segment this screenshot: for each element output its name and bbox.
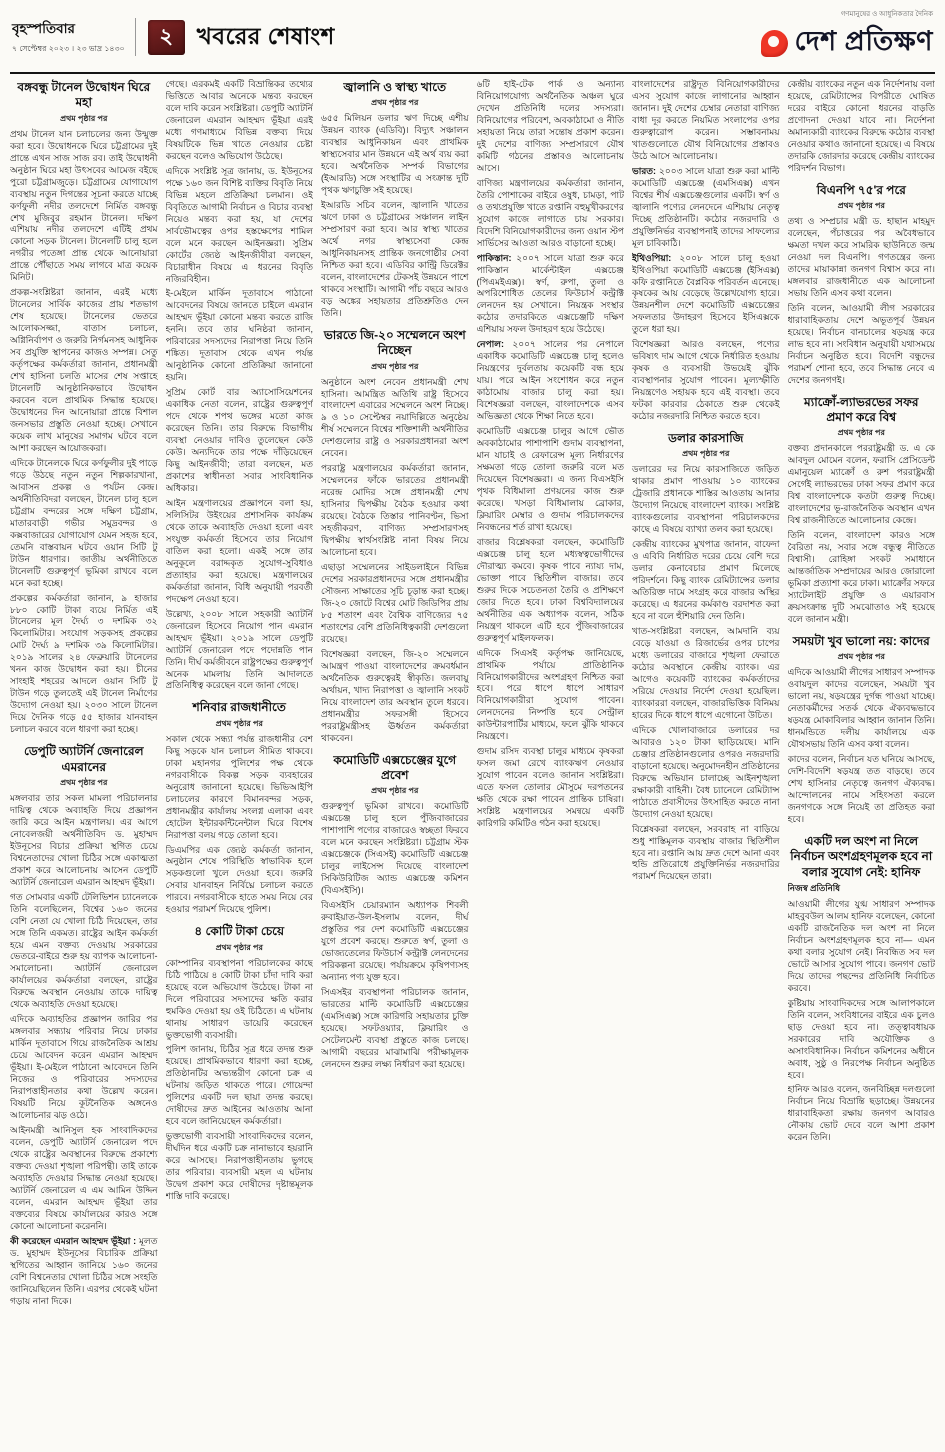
- section-title: খবরের শেষাংশ: [196, 22, 335, 49]
- paragraph-lead: নেপাল:: [476, 339, 513, 350]
- body-paragraph: এদিকে অব্যাহতির প্রজ্ঞাপন জারির পর মঙ্গলবার সন্ধ্যায় পরিবার নিয়ে ঢাকার মার্কিন দূতাবাসে গিয়ে রাজনৈতিক আশ্রয় চেয়ে আবেদন করেন এমরান আহম্মদ ভূঁইয়া। ই-মেইলে পাঠানো আবেদনে তিনি নিজের ও পরিবারের সদস্যদের নিরাপত্তাহীনতার কথা উল্লেখ করেন। বিষয়টি নিয়ে কূটনৈতিক অঙ্গনেও আলোচনার ঝড় ওঠে।: [10, 1014, 158, 1121]
- body-paragraph: উল্লেখ্য, ২০০৮ সালে সহকারী অ্যাটর্নি জেনারেল হিসেবে নিয়োগ পান এমরান আহম্মদ ভূঁইয়া। ২০১৯ সালে ডেপুটি অ্যাটর্নি জেনারেল পদে পদোন্নতি পান তিনি। দীর্ঘ কর্মজীবনে রাষ্ট্রপক্ষের গুরুত্বপূর্ণ অনেক মামলায় তিনি আদালতে প্রতিনিধিত্ব করেছেন বলে জানা গেছে।: [165, 608, 313, 691]
- article-headline: ডেপুটি অ্যাটর্নি জেনারেল এমরানের: [23, 744, 144, 774]
- continued-from-front-label: প্রথম পৃষ্ঠার পর: [682, 449, 730, 459]
- news-column-2: [166, 79, 314, 1444]
- body-paragraph: পাকিস্তান: ২০০৭ সালে যাত্রা শুরু করে পাকিস্তান মার্কেন্টাইল এক্সচেঞ্জ (পিএমইএক্স)। স্বর্ণ, রুপা, তুলা ও অপরিশোধিত তেলের ফিউচার্স কন্ট্রাক্ট লেনদেন হয় সেখানে। নিয়ন্ত্রক সংস্থার কঠোর তদারকিতে এক্সচেঞ্জটি দক্ষিণ এশিয়ায় সফল উদাহরণ হয়ে উঠেছে।: [476, 252, 624, 335]
- masthead: [761, 8, 933, 66]
- continued-from-front-label: প্রথম পৃষ্ঠার পর: [371, 786, 419, 796]
- body-paragraph: গুরুত্বপূর্ণ ভূমিকা রাখবে। কমোডিটি এক্সচেঞ্জ চালু হলে পুঁজিবাজারের পাশাপাশি পণ্যের বাজারেও স্বচ্ছতা ফিরবে বলে মনে করছেন সংশ্লিষ্টরা। চট্টগ্রাম স্টক এক্সচেঞ্জকে (সিএসই) কমোডিটি এক্সচেঞ্জ চালুর লাইসেন্স দিয়েছে বাংলাদেশ সিকিউরিটিজ অ্যান্ড এক্সচেঞ্জ কমিশন (বিএসইসি)।: [321, 801, 469, 896]
- body-paragraph: গুদাম রসিদ ব্যবস্থা চালুর মাধ্যমে কৃষকরা ফসল জমা রেখে ব্যাংকঋণ নেওয়ার সুযোগ পাবেন বলেও জানান সংশ্লিষ্টরা। এতে ফসল তোলার মৌসুমে দরপতনের ক্ষতি থেকে রক্ষা পাবেন প্রান্তিক চাষিরা। সংশ্লিষ্ট মন্ত্রণালয়ের সমন্বয়ে একটি কারিগরি কমিটিও গঠন করা হয়েছে।: [476, 746, 624, 829]
- body-paragraph: তিনি বলেন, বাংলাদেশ কারও সঙ্গে বৈরিতা নয়, সবার সঙ্গে বন্ধুত্ব নীতিতে বিশ্বাসী। রোহিঙ্গা সংকট সমাধানে আন্তর্জাতিক সম্প্রদায়ের আরও জোরালো ভূমিকা প্রত্যাশা করে ঢাকা। ম্যাক্রোঁর সফরে স্যাটেলাইট প্রযুক্তি ও এয়ারবাস ক্রয়সংক্রান্ত দুটি সমঝোতাও সই হয়েছে বলে জানান মন্ত্রী।: [787, 530, 935, 624]
- body-paragraph: কোম্পানির ব্যবস্থাপনা পরিচালকের কাছে চিঠি পাঠিয়ে ৪ কোটি টাকা চাঁদা দাবি করা হয়েছে বলে অভিযোগ উঠেছে। টাকা না দিলে পরিবারের সদস্যদের ক্ষতি করার হুমকিও দেওয়া হয় ওই চিঠিতে। এ ঘটনায় থানায় সাধারণ ডায়েরি করেছেন ভুক্তভোগী ব্যবসায়ী।: [165, 957, 313, 1040]
- body-paragraph: তথ্য ও সম্প্রচার মন্ত্রী ড. হাছান মাহমুদ বলেছেন, পঁচাত্তরের পর অবৈধভাবে ক্ষমতা দখল করে সামরিক ছাউনিতে জন্ম নেওয়া দল বিএনপি। গণতন্ত্রের জন্য তাদের মায়াকান্না জনগণ বিশ্বাস করে না। মঙ্গলবার রাজধানীতে এক আলোচনা সভায় তিনি এসব কথা বলেন।: [787, 216, 935, 298]
- continued-from-front-label: প্রথম পৃষ্ঠার পর: [837, 201, 885, 211]
- continued-from-front-label: প্রথম পৃষ্ঠার পর: [215, 718, 263, 728]
- paragraph-lead: ইথিওপিয়া:: [632, 252, 680, 263]
- body-paragraph: প্রথম টানেল যান চলাচলের জন্য উন্মুক্ত করা হবে। উদ্বোধনকে ঘিরে চট্টগ্রামের দুই প্রান্তে এখন সাজ সাজ রব। তাই উদ্বোধনী অনুষ্ঠান ঘিরে মহা উৎসবের আমেজ বইছে পুরো চট্টগ্রামজুড়ে। চট্টগ্রামের যোগাযোগ ব্যবস্থায় নতুন দিগন্তের সূচনা করতে যাচ্ছে কর্ণফুলী নদীর তলদেশে নির্মিত বঙ্গবন্ধু শেখ মুজিবুর রহমান টানেল। দক্ষিণ এশিয়ায় নদীর তলদেশে এটিই প্রথম কোনো সড়ক টানেল। টানেলটি চালু হলে নগরীর পতেঙ্গা প্রান্ত থেকে আনোয়ারা প্রান্তে পৌঁছাতে সময় লাগবে মাত্র কয়েক মিনিট।: [10, 128, 158, 283]
- article-headline: বিএনপি ৭৫'র পরে: [816, 182, 906, 197]
- body-paragraph: ডিএমপির এক জ্যেষ্ঠ কর্মকর্তা জানান, অনুষ্ঠান শেষে পরিস্থিতি স্বাভাবিক হলে সড়কগুলো খুলে দেওয়া হবে। জরুরি সেবার যানবাহন নির্বিঘ্নে চলাচল করতে পারবে। নগরবাসীকে হাতে সময় নিয়ে বের হওয়ার পরামর্শ দিয়েছে পুলিশ।: [165, 844, 313, 915]
- news-column-3: [321, 79, 469, 1444]
- body-paragraph: ৬৫৫ মিলিয়ন ডলার ঋণ দিচ্ছে এশীয় উন্নয়ন ব্যাংক (এডিবি)। বিদ্যুৎ সঞ্চালন ব্যবস্থার আধুনিকায়ন এবং প্রাথমিক স্বাস্থ্যসেবার মান উন্নয়নে এই অর্থ ব্যয় করা হবে। অর্থনৈতিক সম্পর্ক বিভাগের (ইআরডি) সঙ্গে সংস্থাটির এ সংক্রান্ত দুটি পৃথক ঋণচুক্তি সই হয়েছে।: [321, 113, 469, 196]
- weekday-label: বৃহস্পতিবার: [12, 21, 75, 36]
- body-paragraph: ডলারের দর নিয়ে কারসাজিতে জড়িত থাকার প্রমাণ পাওয়ায় ১০ ব্যাংকের ট্রেজারি প্রধানকে শাস্তির আওতায় আনার উদ্যোগ নিয়েছে বাংলাদেশ ব্যাংক। সংশ্লিষ্ট ব্যাংকগুলোর ব্যবস্থাপনা পরিচালকদের কাছে এ বিষয়ে ব্যাখ্যা তলব করা হয়েছে।: [632, 464, 780, 535]
- body-paragraph: বিএসইসি চেয়ারম্যান অধ্যাপক শিবলী রুবাইয়াত-উল-ইসলাম বলেন, দীর্ঘ প্রস্তুতির পর দেশ কমোডিটি এক্সচেঞ্জের যুগে প্রবেশ করছে। শুরুতে স্বর্ণ, তুলা ও ভোজ্যতেলের ফিউচার্স কন্ট্রাক্ট লেনদেনের পরিকল্পনা রয়েছে। পর্যায়ক্রমে কৃষিপণ্যসহ অন্যান্য পণ্য যুক্ত হবে।: [321, 900, 469, 982]
- body-paragraph: বিশ্লেষকরা বলছেন, সরবরাহ না বাড়িয়ে শুধু শাস্তিমূলক ব্যবস্থায় বাজার স্থিতিশীল হবে না। রপ্তানি আয় দ্রুত দেশে আনা এবং হুন্ডি প্রতিরোধে প্রযুক্তিনির্ভর নজরদারির পরামর্শ দিয়েছেন তারা।: [632, 823, 780, 882]
- body-paragraph: সিএসইর ব্যবস্থাপনা পরিচালক জানান, ভারতের মাল্টি কমোডিটি এক্সচেঞ্জের (এমসিএক্স) সঙ্গে কারিগরি সহায়তার চুক্তি হয়েছে। সফটওয়্যার, ক্লিয়ারিং ও সেটেলমেন্ট ব্যবস্থা প্রস্তুতে কাজ চলছে। আগামী বছরের মাঝামাঝি পরীক্ষামূলক লেনদেন শুরুর লক্ষ্য নির্ধারণ করা হয়েছে।: [321, 986, 469, 1069]
- body-paragraph: মঙ্গলবার তার সকল মামলা পরিচালনার দায়িত্ব থেকে অব্যাহতি দিয়ে প্রজ্ঞাপন জারি করে আইন মন্ত্রণালয়। এর আগে নোবেলজয়ী অর্থনীতিবিদ ড. মুহাম্মদ ইউনূসের বিচার প্রক্রিয়া স্থগিত চেয়ে বিশ্বনেতাদের খোলা চিঠির সঙ্গে একাত্মতা প্রকাশ করে আলোচনায় আসেন ডেপুটি অ্যাটর্নি জেনারেল এমরান আহম্মদ ভূঁইয়া।: [10, 792, 158, 887]
- body-paragraph: ভারত: ২০০৩ সালে যাত্রা শুরু করা মাল্টি কমোডিটি এক্সচেঞ্জ (এমসিএক্স) এখন বিশ্বের শীর্ষ এক্সচেঞ্জগুলোর একটি। স্বর্ণ ও জ্বালানি পণ্যের লেনদেনে এশিয়ায় নেতৃত্ব দিচ্ছে প্রতিষ্ঠানটি। কঠোর নজরদারি ও প্রযুক্তিনির্ভর ব্যবস্থাপনাই তাদের সাফল্যের মূল চাবিকাঠি।: [632, 165, 780, 248]
- body-paragraph: নেপাল: ২০০৭ সালের পর নেপালে একাধিক কমোডিটি এক্সচেঞ্জ চালু হলেও নিয়ন্ত্রণের দুর্বলতায় কয়েকটি বন্ধ হয়ে যায়। পরে আইন সংশোধন করে নতুন কাঠামোয় বাজার চালু করা হয়। বিশেষজ্ঞরা বলছেন, বাংলাদেশকে এসব অভিজ্ঞতা থেকে শিক্ষা নিতে হবে।: [476, 339, 624, 422]
- body-paragraph: কুষ্টিয়ায় সাংবাদিকদের সঙ্গে আলাপকালে তিনি বলেন, সংবিধানের বাইরে এক চুলও ছাড় দেওয়া হবে না। তত্ত্বাবধায়ক সরকারের দাবি অযৌক্তিক ও অসাংবিধানিক। নির্বাচন কমিশনের অধীনে অবাধ, সুষ্ঠু ও নিরপেক্ষ নির্বাচন অনুষ্ঠিত হবে।: [787, 997, 935, 1080]
- date-block: [12, 18, 136, 56]
- body-paragraph: বক্তব্য প্রদানকালে পররাষ্ট্রমন্ত্রী ড. এ কে আবদুল মোমেন বলেন, ফরাসি প্রেসিডেন্ট এমানুয়েল ম্যাক্রোঁ ও রুশ পররাষ্ট্রমন্ত্রী সের্গেই ল্যাভরভের ঢাকা সফর প্রমাণ করে বিশ্ব বাংলাদেশকে কতটা গুরুত্ব দিচ্ছে। বাংলাদেশের ভূ-রাজনৈতিক অবস্থান এখন বিশ্ব রাজনীতিতে আলোচনার কেন্দ্রে।: [787, 443, 935, 526]
- paragraph-lead: পাকিস্তান:: [476, 252, 517, 263]
- newspaper-emblem-icon: [761, 30, 788, 57]
- news-columns: [10, 74, 935, 1444]
- article-headline: ম্যাক্রোঁ-ল্যাভরভের সফর প্রমাণ করে বিশ্ব: [804, 394, 919, 425]
- news-column-5: [632, 79, 780, 1444]
- continued-from-front-label: প্রথম পৃষ্ঠার পর: [215, 942, 263, 952]
- body-paragraph: ভুক্তভোগী ব্যবসায়ী সাংবাদিকদের বলেন, দীর্ঘদিন ধরে একটি চক্র নানাভাবে হয়রানি করে আসছে। নিরাপত্তাহীনতায় ভুগছে তার পরিবার। ব্যবসায়ী মহল এ ঘটনায় উদ্বেগ প্রকাশ করে দোষীদের দৃষ্টান্তমূলক শাস্তি দাবি করেছে।: [165, 1131, 313, 1202]
- article-headline: শনিবার রাজধানীতে: [192, 700, 286, 715]
- body-paragraph: আওয়ামী লীগের যুগ্ম সাধারণ সম্পাদক মাহবুবউল আলম হানিফ বলেছেন, কোনো একটি রাজনৈতিক দল অংশ না নিলে নির্বাচন অংশগ্রহণমূলক হবে না— এমন কথা বলার সুযোগ নেই। নিবন্ধিত সব দল ভোটে আসার সুযোগ পাবে। জনগণ ভোট দিয়ে তাদের পছন্দের প্রতিনিধি নির্বাচিত করবে।: [787, 898, 935, 993]
- body-paragraph: খাত-সংশ্লিষ্টরা বলছেন, আমদানি ব্যয় বেড়ে যাওয়া ও রিজার্ভের ওপর চাপের মধ্যে ডলারের বাজারে শৃঙ্খলা ফেরাতে কঠোর অবস্থানে কেন্দ্রীয় ব্যাংক। এর আগেও কয়েকটি ব্যাংকের কর্মকর্তাদের সরিয়ে দেওয়ার নির্দেশ দেওয়া হয়েছিল। ব্যাংকাররা বলছেন, বাজারভিত্তিক বিনিময় হারের দিকে ধাপে ধাপে এগোনো উচিত।: [632, 626, 780, 720]
- continued-from-front-label: প্রথম পৃষ্ঠার পর: [371, 98, 419, 108]
- news-column-4: [477, 79, 625, 1444]
- body-paragraph: এছাড়া সম্মেলনের সাইডলাইনে বিভিন্ন দেশের সরকারপ্রধানদের সঙ্গে প্রধানমন্ত্রীর সৌজন্য সাক্ষাতের সূচি চূড়ান্ত করা হচ্ছে। জি-২০ জোটে বিশ্বের মোট জিডিপির প্রায় ৮৫ শতাংশ এবং বৈশ্বিক বাণিজ্যের ৭৫ শতাংশের বেশি প্রতিনিধিত্বকারী দেশগুলো রয়েছে।: [321, 562, 469, 644]
- news-column-6: [788, 79, 936, 1444]
- article-headline: ভারতে জি-২০ সম্মেলনে অংশ নিচ্ছেন: [323, 327, 466, 358]
- body-paragraph: কাদের বলেন, নির্বাচন যত ঘনিয়ে আসছে, দেশি-বিদেশি ষড়যন্ত্র তত বাড়ছে। তবে শেখ হাসিনার নেতৃত্বে জনগণ ঐক্যবদ্ধ। আন্দোলনের নামে সহিংসতা করলে জনগণকে সঙ্গে নিয়েই তা প্রতিহত করা হবে।: [787, 754, 935, 824]
- body-paragraph: আইন মন্ত্রণালয়ের প্রজ্ঞাপনে বলা হয়, সলিসিটর উইংয়ের প্রশাসনিক কার্যক্রম থেকে তাকে অব্যাহতি দেওয়া হলো এবং সংযুক্ত কর্মকর্তা হিসেবে তার নিয়োগ বাতিল করা হলো। একই সঙ্গে তার অনুকূলে বরাদ্দকৃত সুযোগ-সুবিধাও প্রত্যাহার করা হয়েছে। মন্ত্রণালয়ের কর্মকর্তারা জানান, বিধি অনুযায়ী পরবর্তী পদক্ষেপ নেওয়া হবে।: [165, 497, 313, 604]
- body-paragraph: পররাষ্ট্র মন্ত্রণালয়ের কর্মকর্তারা জানান, সম্মেলনের ফাঁকে ভারতের প্রধানমন্ত্রী নরেন্দ্র মোদির সঙ্গে প্রধানমন্ত্রী শেখ হাসিনার দ্বিপক্ষীয় বৈঠক হওয়ার কথা রয়েছে। বৈঠকে তিস্তার পানিবণ্টন, ভিসা সহজীকরণ, বাণিজ্য সম্প্রসারণসহ দ্বিপক্ষীয় স্বার্থসংশ্লিষ্ট নানা বিষয় নিয়ে আলোচনা হবে।: [321, 463, 469, 558]
- body-paragraph: কী করেছেন এমরান আহম্মদ ভূঁইয়া : মূলত ড. মুহাম্মদ ইউনূসের বিচারিক প্রক্রিয়া স্থগিতের আহ্বান জানিয়ে ১৬০ জনের বেশি বিশ্বনেতার খোলা চিঠির সঙ্গে সংহতি জানিয়েছিলেন তিনি। এরপর থেকেই ঘটনা গড়ায় নানা দিকে।: [10, 1235, 158, 1306]
- body-paragraph: ইথিওপিয়া: ২০০৮ সালে চালু হওয়া ইথিওপিয়া কমোডিটি এক্সচেঞ্জ (ইসিএক্স) কফি রপ্তানিতে বৈপ্লবিক পরিবর্তন এনেছে। কৃষকের আয় বেড়েছে উল্লেখযোগ্য হারে। উন্নয়নশীল দেশে কমোডিটি এক্সচেঞ্জের সফলতার উদাহরণ হিসেবে ইসিএক্সকে তুলে ধরা হয়।: [632, 252, 780, 335]
- body-paragraph: বিশেষজ্ঞরা আরও বলছেন, পণ্যের ভবিষ্যৎ দাম আগে থেকে নির্ধারিত হওয়ায় কৃষক ও ব্যবসায়ী উভয়েই ঝুঁকি ব্যবস্থাপনার সুযোগ পাবেন। মূল্যস্ফীতি নিয়ন্ত্রণেও সহায়ক হবে এই ব্যবস্থা। তবে ফটকা কারবার ঠেকাতে শুরু থেকেই কঠোর নজরদারি নিশ্চিত করতে হবে।: [632, 339, 780, 422]
- page-number-badge: [148, 20, 185, 55]
- article-headline: সময়টা খুব ভালো নয়: কাদের: [792, 633, 930, 648]
- article-headline: একটি দল অংশ না নিলে নির্বাচন অংশগ্রহণমূলক হবে না বলার সুযোগ নেই: হানিফ: [790, 833, 933, 879]
- paragraph-lead: কী করেছেন এমরান আহম্মদ ভূঁইয়া :: [10, 1235, 140, 1246]
- body-paragraph: এদিকে খোলাবাজারে ডলারের দর আবারও ১২০ টাকা ছাড়িয়েছে। মানি চেঞ্জার প্রতিষ্ঠানগুলোর ওপরও নজরদারি বাড়ানো হয়েছে। অনুমোদনহীন প্রতিষ্ঠানের বিরুদ্ধে অভিযান চালাচ্ছে আইনশৃঙ্খলা রক্ষাকারী বাহিনী। বৈধ চ্যানেলে রেমিট্যান্স পাঠাতে প্রবাসীদের উৎসাহিত করতে নানা উদ্যোগ নেওয়া হয়েছে।: [632, 724, 780, 819]
- body-paragraph: ই-মেইলে মার্কিন দূতাবাসে পাঠানো আবেদনের বিষয়ে জানতে চাইলে এমরান আহম্মদ ভূঁইয়া কোনো মন্তব্য করতে রাজি হননি। তবে তার ঘনিষ্ঠরা জানান, পরিবারের সদস্যদের নিরাপত্তা নিয়ে তিনি শঙ্কিত। দূতাবাস থেকে এখন পর্যন্ত আনুষ্ঠানিক কোনো প্রতিক্রিয়া জানানো হয়নি।: [165, 288, 313, 383]
- continued-from-front-label: প্রথম পৃষ্ঠার পর: [60, 113, 108, 123]
- news-column-1: [10, 79, 158, 1444]
- body-paragraph: বাণিজ্য মন্ত্রণালয়ের কর্মকর্তারা জানান, তৈরি পোশাকের বাইরে ওষুধ, চামড়া, পাট ও তথ্যপ্রযুক্তি খাতে রপ্তানি বহুমুখীকরণের সুযোগ কাজে লাগাতে চায় সরকার। বিদেশি বিনিয়োগকারীদের জন্য ওয়ান স্টপ সার্ভিসের আওতা আরও বাড়ানো হচ্ছে।: [476, 177, 624, 248]
- article-headline: জ্বালানি ও স্বাস্থ্য খাতে: [343, 80, 447, 94]
- page-header: [10, 6, 935, 74]
- continued-from-front-label: প্রথম পৃষ্ঠার পর: [60, 777, 108, 787]
- body-paragraph: কেন্দ্রীয় ব্যাংকের মুখপাত্র জানান, বাফেদা ও এবিবি নির্ধারিত দরের চেয়ে বেশি দরে ডলার কেনাবেচার প্রমাণ মিলেছে পরিদর্শনে। কিছু ব্যাংক রেমিট্যান্সের ডলার অতিরিক্ত দামে সংগ্রহ করে বাজার অস্থির করেছে। এ ধরনের কর্মকাণ্ড বরদাশত করা হবে না বলে হুঁশিয়ারি দেন তিনি।: [632, 539, 780, 622]
- body-paragraph: হানিফ আরও বলেন, জনবিচ্ছিন্ন দলগুলো নির্বাচন নিয়ে বিভ্রান্তি ছড়াচ্ছে। উন্নয়নের ধারাবাহিকতা রক্ষায় জনগণ আবারও নৌকায় ভোট দেবে বলে আশা প্রকাশ করেন তিনি।: [787, 1084, 935, 1143]
- body-paragraph: এদিকে আওয়ামী লীগের সাধারণ সম্পাদক ওবায়দুল কাদের বলেছেন, সময়টা খুব ভালো নয়, ষড়যন্ত্রের দুর্গন্ধ পাওয়া যাচ্ছে। নেতাকর্মীদের সতর্ক থেকে ঐক্যবদ্ধভাবে ষড়যন্ত্র মোকাবিলার আহ্বান জানান তিনি। ধানমন্ডিতে দলীয় কার্যালয়ে এক যৌথসভায় তিনি এসব কথা বলেন।: [787, 667, 935, 750]
- article-headline: বঙ্গবন্ধু টানেল উদ্বোধন ঘিরে মহা: [17, 80, 151, 110]
- continued-from-front-label: প্রথম পৃষ্ঠার পর: [837, 428, 885, 438]
- body-paragraph: এদিকে সংশ্লিষ্ট সূত্র জানায়, ড. ইউনূসের পক্ষে ১৬০ জন বিশিষ্ট ব্যক্তির বিবৃতি নিয়ে বিভিন্ন মহলে প্রতিক্রিয়া চলমান। ওই বিবৃতিতে আগামী নির্বাচন ও বিচার ব্যবস্থা নিয়েও মন্তব্য করা হয়, যা দেশের সার্বভৌমত্বের ওপর হস্তক্ষেপের শামিল বলে মনে করছেন আইনজ্ঞরা। সুপ্রিম কোর্টের জ্যেষ্ঠ আইনজীবীরা বলছেন, বিচারাধীন বিষয়ে এ ধরনের বিবৃতি নজিরবিহীন।: [165, 165, 313, 284]
- article-headline: কমোডিটি এক্সচেঞ্জের যুগে প্রবেশ: [333, 752, 457, 782]
- body-paragraph: সুপ্রিম কোর্ট বার অ্যাসোসিয়েশনের একাধিক নেতা বলেন, রাষ্ট্রের গুরুত্বপূর্ণ পদে থেকে শপথ ভঙ্গের মতো কাজ করেছেন তিনি। তার বিরুদ্ধে বিভাগীয় ব্যবস্থা নেওয়ার দাবিও তুলেছেন কেউ কেউ। অন্যদিকে তার পক্ষে দাঁড়িয়েছেন কিছু আইনজীবী; তারা বলছেন, মত প্রকাশের স্বাধীনতা সবার সাংবিধানিক অধিকার।: [165, 387, 313, 493]
- body-paragraph: গত সোমবার একটি টেলিভিশন চ্যানেলকে তিনি বলেছিলেন, বিশ্বের ১৬০ জনের বেশি নেতা যে খোলা চিঠি দিয়েছেন, তার সঙ্গে তিনি একমত। রাষ্ট্রের আইন কর্মকর্তা হয়ে এমন বক্তব্য দেওয়ায় সরকারের ভেতরে-বাইরে শুরু হয় ব্যাপক আলোচনা-সমালোচনা। অ্যাটর্নি জেনারেল কার্যালয়ের কর্মকর্তারা বলছেন, রাষ্ট্রের বিরুদ্ধে অবস্থান নেওয়ায় তাকে দায়িত্ব থেকে অব্যাহতি দেওয়া হয়েছে।: [10, 891, 158, 1010]
- continued-from-front-label: প্রথম পৃষ্ঠার পর: [371, 361, 419, 371]
- body-paragraph: প্রকল্প-সংশ্লিষ্টরা জানান, এরই মধ্যে টানেলের সার্বিক কাজের প্রায় শতভাগ শেষ হয়েছে। টানেলের ভেতরে আলোকসজ্জা, বাতাস চলাচল, অগ্নিনির্বাপণ ও জরুরি নির্গমনসহ আধুনিক সব প্রযুক্তি স্থাপনের কাজও সম্পন্ন। সেতু কর্তৃপক্ষের কর্মকর্তারা জানান, প্রধানমন্ত্রী শেখ হাসিনা চলতি মাসের শেষ সপ্তাহে টানেলটি আনুষ্ঠানিকভাবে উদ্বোধন করবেন বলে প্রাথমিক সিদ্ধান্ত হয়েছে। উদ্বোধনের দিন আনোয়ারা প্রান্তে বিশাল জনসভার প্রস্তুতি নেওয়া হচ্ছে। সেখানে কয়েক লাখ মানুষের সমাগম ঘটবে বলে আশা করছেন আয়োজকরা।: [10, 287, 158, 453]
- body-paragraph: প্রকল্পের কর্মকর্তারা জানান, ৯ হাজার ৮৮০ কোটি টাকা ব্যয়ে নির্মিত এই টানেলের মূল দৈর্ঘ্য ৩ দশমিক ৩২ কিলোমিটার। সংযোগ সড়কসহ প্রকল্পের মোট দৈর্ঘ্য ৯ দশমিক ৩৯ কিলোমিটার। ২০১৯ সালের ২৪ ফেব্রুয়ারি টানেলের খনন কাজ উদ্বোধন করা হয়। চীনের সাংহাই শহরের আদলে ওয়ান সিটি টু টাউন গড়ে তুলতেই এই টানেল নির্মাণের উদ্যোগ নেওয়া হয়। ২০৩০ সালে টানেল দিয়ে দৈনিক গড়ে ৫৫ হাজার যানবাহন চলাচল করবে বলে ধারণা করা হচ্ছে।: [10, 592, 158, 735]
- newspaper-name: দেশ প্রতিক্ষণ: [794, 26, 933, 56]
- body-paragraph: কেন্দ্রীয় ব্যাংকের নতুন এক নির্দেশনায় বলা হয়েছে, রেমিট্যান্সের বিপরীতে ঘোষিত দরের বাইরে কোনো ধরনের বাড়তি প্রণোদনা দেওয়া যাবে না। নির্দেশনা অমান্যকারী ব্যাংকের বিরুদ্ধে কঠোর ব্যবস্থা নেওয়ার কথাও জানানো হয়েছে। এ বিষয়ে তদারকি জোরদার করেছে কেন্দ্রীয় ব্যাংকের পরিদর্শন বিভাগ।: [787, 79, 935, 173]
- body-paragraph: আইনমন্ত্রী আনিসুল হক সাংবাদিকদের বলেন, ডেপুটি অ্যাটর্নি জেনারেল পদে থেকে রাষ্ট্রের অবস্থানের বিরুদ্ধে প্রকাশ্যে বক্তব্য দেওয়া শৃঙ্খলা পরিপন্থী। তাই তাকে অব্যাহতি দেওয়ার সিদ্ধান্ত নেওয়া হয়েছে। অ্যাটর্নি জেনারেল এ এম আমিন উদ্দিন বলেন, এমরান আহম্মদ ভূঁইয়া তার বক্তব্যের বিষয়ে কার্যালয়ের কারও সঙ্গে কোনো আলোচনা করেননি।: [10, 1125, 158, 1231]
- masthead-tagline: গণমানুষের ও আধুনিকতার দৈনিক: [840, 11, 933, 18]
- body-paragraph: সকাল থেকে সন্ধ্যা পর্যন্ত রাজধানীর বেশ কিছু সড়কে যান চলাচল সীমিত থাকবে। ঢাকা মহানগর পুলিশের পক্ষ থেকে নগরবাসীকে বিকল্প সড়ক ব্যবহারের অনুরোধ জানানো হয়েছে। ভিভিআইপি চলাচলের কারণে বিমানবন্দর সড়ক, প্রধানমন্ত্রীর কার্যালয় সংলগ্ন এলাকা এবং হোটেল ইন্টারকন্টিনেন্টাল ঘিরে বিশেষ নিরাপত্তা বলয় গড়ে তোলা হবে।: [165, 733, 313, 840]
- body-paragraph: এদিকে সিএসই কর্তৃপক্ষ জানিয়েছে, প্রাথমিক পর্যায়ে প্রাতিষ্ঠানিক বিনিয়োগকারীদের অংশগ্রহণ নিশ্চিত করা হবে। পরে ধাপে ধাপে সাধারণ বিনিয়োগকারীরা সুযোগ পাবেন। লেনদেনের নিষ্পত্তি হবে সেন্ট্রাল কাউন্টারপার্টির মাধ্যমে, ফলে ঝুঁকি থাকবে নিয়ন্ত্রণে।: [476, 647, 624, 742]
- continued-from-front-label: প্রথম পৃষ্ঠার পর: [837, 652, 885, 662]
- article-headline: ৪ কোটি টাকা চেয়ে: [194, 924, 285, 939]
- body-paragraph: এদিকে টানেলকে ঘিরে কর্ণফুলীর দুই পাড়ে গড়ে উঠছে নতুন নতুন শিল্পকারখানা, আবাসন প্রকল্প ও পর্যটন কেন্দ্র। অর্থনীতিবিদরা বলছেন, টানেল চালু হলে চট্টগ্রাম বন্দরের সঙ্গে দক্ষিণ চট্টগ্রাম, মাতারবাড়ী গভীর সমুদ্রবন্দর ও কক্সবাজারের যোগাযোগ যেমন সহজ হবে, তেমনি বাস্তবায়ন ঘটবে ওয়ান সিটি টু টাউন ধারণার। জাতীয় অর্থনীতিতে টানেলটি গুরুত্বপূর্ণ ভূমিকা রাখবে বলে মনে করা হচ্ছে।: [10, 457, 158, 588]
- body-paragraph: ৬টি হাই-টেক পার্ক ও অন্যান্য বিনিয়োগযোগ্য অর্থনৈতিক অঞ্চল ঘুরে দেখেন প্রতিনিধি দলের সদস্যরা। বিনিয়োগের পরিবেশ, অবকাঠামো ও নীতি সহায়তা নিয়ে তারা সন্তোষ প্রকাশ করেন। দুই দেশের বাণিজ্য সম্প্রসারণে যৌথ কমিটি গঠনের প্রস্তাবও আলোচনায় আসে।: [476, 79, 624, 173]
- body-paragraph: বাজার বিশ্লেষকরা বলছেন, কমোডিটি এক্সচেঞ্জ চালু হলে মধ্যস্বত্বভোগীদের দৌরাত্ম্য কমবে। কৃষক পাবে ন্যায্য দাম, ভোক্তা পাবে স্থিতিশীল বাজার। তবে শুরুর দিকে সচেতনতা তৈরি ও প্রশিক্ষণে জোর দিতে হবে। ঢাকা বিশ্ববিদ্যালয়ের অর্থনীতির এক অধ্যাপক বলেন, সঠিক নিয়ন্ত্রণ থাকলে এটি হবে পুঁজিবাজারের গুরুত্বপূর্ণ মাইলফলক।: [476, 536, 624, 643]
- article-headline: ডলার কারসাজি: [668, 431, 744, 446]
- body-paragraph: তিনি বলেন, আওয়ামী লীগ সরকারের ধারাবাহিকতায় দেশে অভূতপূর্ব উন্নয়ন হয়েছে। নির্বাচন বানচালের ষড়যন্ত্র করে লাভ হবে না। সংবিধান অনুযায়ী যথাসময়ে নির্বাচন অনুষ্ঠিত হবে। বিদেশি বন্ধুদের পরামর্শ শোনা হবে, তবে সিদ্ধান্ত নেবে এ দেশের জনগণই।: [787, 302, 935, 385]
- body-paragraph: ইআরডি সচিব বলেন, জ্বালানি খাতের ঋণে ঢাকা ও চট্টগ্রামের সঞ্চালন লাইন সম্প্রসারণ করা হবে। আর স্বাস্থ্য খাতের অর্থে নগর স্বাস্থ্যসেবা কেন্দ্র আধুনিকায়নসহ প্রান্তিক জনগোষ্ঠীর সেবা নিশ্চিত করা হবে। এডিবির কান্ট্রি ডিরেক্টর বলেন, বাংলাদেশের টেকসই উন্নয়নে পাশে থাকবে সংস্থাটি। আগামী পাঁচ বছরে আরও বড় অঙ্কের সহায়তার প্রতিশ্রুতিও দেন তিনি।: [321, 200, 469, 318]
- byline: নিজস্ব প্রতিনিধি: [787, 882, 840, 893]
- paragraph-lead: ভারত:: [632, 165, 660, 176]
- body-paragraph: অনুষ্ঠানে অংশ নেবেন প্রধানমন্ত্রী শেখ হাসিনা। আমন্ত্রিত অতিথি রাষ্ট্র হিসেবে বাংলাদেশ এবারের সম্মেলনে অংশ নিচ্ছে। ৯ ও ১০ সেপ্টেম্বর নয়াদিল্লিতে অনুষ্ঠেয় শীর্ষ সম্মেলনে বিশ্বের শক্তিশালী অর্থনীতির দেশগুলোর রাষ্ট্র ও সরকারপ্রধানরা অংশ নেবেন।: [321, 376, 469, 459]
- body-paragraph: বিশেষজ্ঞরা বলছেন, জি-২০ সম্মেলনে আমন্ত্রণ পাওয়া বাংলাদেশের ক্রমবর্ধমান অর্থনৈতিক গুরুত্বেরই স্বীকৃতি। জলবায়ু অর্থায়ন, খাদ্য নিরাপত্তা ও জ্বালানি সংকট নিয়ে বাংলাদেশ তার অবস্থান তুলে ধরবে। প্রধানমন্ত্রীর সফরসঙ্গী হিসেবে পররাষ্ট্রমন্ত্রীসহ ঊর্ধ্বতন কর্মকর্তারা থাকবেন।: [321, 648, 469, 743]
- body-paragraph: গেছে। এরকমই একটি বিভ্রান্তিকর তথ্যের ভিত্তিতে আবার অনেকে মন্তব্য করছেন বলে দাবি করেন সংশ্লিষ্টরা। ডেপুটি অ্যাটর্নি জেনারেল এমরান আহম্মদ ভূঁইয়া এরই মধ্যে গণমাধ্যমে বিভিন্ন বক্তব্য দিয়ে বিষয়টিকে ভিন্ন খাতে নেওয়ার চেষ্টা করছেন বলেও অভিযোগ উঠেছে।: [165, 79, 313, 161]
- page-number: ২: [159, 24, 174, 48]
- body-paragraph: কমোডিটি এক্সচেঞ্জ চালুর আগে ভৌত অবকাঠামোর পাশাপাশি গুদাম ব্যবস্থাপনা, মান যাচাই ও রেফারেন্স মূল্য নির্ধারণের সক্ষমতা গড়ে তোলা জরুরি বলে মত দিয়েছেন বিশেষজ্ঞরা। এ জন্য বিএসইসি পৃথক বিধিমালা প্রণয়নের কাজ শুরু করেছে। খসড়া বিধিমালায় ব্রোকার, ক্লিয়ারিং মেম্বার ও গুদাম পরিচালকদের নিবন্ধনের শর্ত রাখা হয়েছে।: [476, 426, 624, 532]
- body-paragraph: পুলিশ জানায়, চিঠির সূত্র ধরে তদন্ত শুরু হয়েছে। প্রাথমিকভাবে ধারণা করা হচ্ছে, প্রতিষ্ঠানটির অভ্যন্তরীণ কোনো চক্র এ ঘটনায় জড়িত থাকতে পারে। গোয়েন্দা পুলিশের একটি দল ছায়া তদন্ত করছে। দোষীদের দ্রুত আইনের আওতায় আনা হবে বলে জানিয়েছেন কর্মকর্তারা।: [165, 1044, 313, 1127]
- body-paragraph: বাংলাদেশের রাষ্ট্রদূত বিনিয়োগকারীদের এসব সুযোগ কাজে লাগানোর আহ্বান জানান। দুই দেশের চেম্বার নেতারা বাণিজ্য বাধা দূর করতে নিয়মিত সংলাপের ওপর গুরুত্বারোপ করেন। সম্ভাবনাময় খাতগুলোতে যৌথ বিনিয়োগের প্রস্তাবও উঠে আসে আলোচনায়।: [632, 79, 780, 161]
- date-line: ৭ সেপ্টেম্বর ২০২৩ । ২৩ ভাদ্র ১৪৩০: [12, 44, 125, 53]
